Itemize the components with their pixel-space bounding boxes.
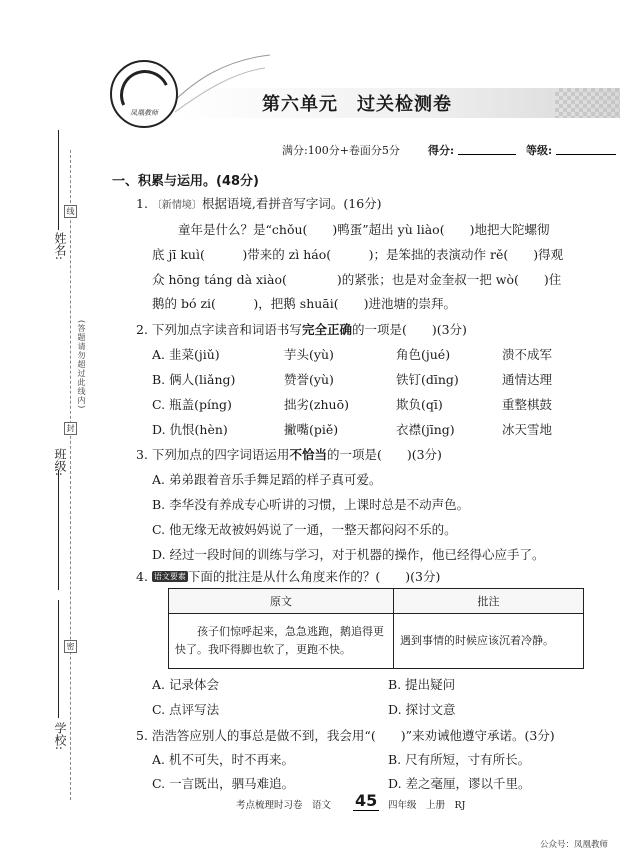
section-heading: 一、积累与运用。(48分): [112, 174, 259, 189]
q2-stem: [136, 320, 467, 338]
q2-option-d-2: 撇嘴(piě): [284, 422, 339, 437]
q2-option-a-3: 角色(jué): [396, 347, 451, 362]
q2-option-b-4: 通情达理: [502, 372, 553, 387]
seal-mark-secret: 密: [64, 640, 77, 653]
watermark: 公众号：凤凰教师: [540, 840, 609, 850]
footer-left: 考点梳理时习卷 语文: [236, 800, 332, 811]
q1-line-4: 鹅的 bó zi( )，把鹅 shuāi( )进池塘的崇拜。: [152, 296, 457, 311]
q3-text-bold: 不恰当: [289, 447, 327, 462]
q1-number: 1.: [136, 196, 148, 211]
table-cell-annotation: 遇到事情的时候应该沉着冷静。: [394, 614, 584, 669]
school-field[interactable]: [58, 600, 59, 718]
q4-number: 4.: [136, 569, 148, 584]
q4-option-b[interactable]: B. 提出疑问: [388, 677, 456, 692]
score-field[interactable]: [458, 142, 516, 155]
page-number: 45: [355, 791, 378, 810]
q2-option-b-1[interactable]: B. 俩人(liǎng): [152, 372, 236, 387]
q2-option-c-1[interactable]: C. 瓶盖(píng): [152, 397, 232, 412]
score-label: 得分:: [428, 144, 455, 157]
q2-option-b-2: 赞誉(yù): [284, 372, 334, 387]
logo-text: 凤凰教师: [130, 109, 158, 117]
q5-option-c[interactable]: C. 一言既出，驷马难追。: [152, 776, 295, 791]
q1-text: 根据语境,看拼音写字词。(16分): [201, 196, 382, 211]
q1-line-3: 众 hōng táng dà xiào( )的紧张；也是对金奎叔一把 wò( )住: [152, 272, 562, 287]
q3-text-b: 的一项是( )(3分): [326, 447, 442, 462]
q2-option-c-2: 拙劣(zhuō): [284, 397, 349, 412]
table-cell-original: 孩子们惊呼起来，急急逃跑，鹅追得更快了。我吓得脚也软了，更跑不快。: [169, 614, 394, 669]
q4-tag: 语文要素: [153, 572, 186, 581]
q5-option-d[interactable]: D. 差之毫厘，谬以千里。: [388, 776, 531, 791]
q2-option-a-1[interactable]: A. 韭菜(jiǔ): [152, 347, 220, 362]
grade-label: 等级:: [526, 144, 553, 157]
seal-mark-seal: 封: [64, 422, 77, 435]
q3-option-a[interactable]: A. 弟弟跟着音乐手舞足蹈的样子真可爱。: [152, 472, 382, 487]
q3-option-c[interactable]: C. 他无缘无故被妈妈说了一通，一整天都闷闷不乐的。: [152, 522, 457, 537]
q2-option-a-2: 芋头(yù): [284, 347, 334, 362]
footer-right: 四年级 上册 RJ: [388, 800, 466, 811]
binding-line: [70, 150, 71, 800]
class-label: 班级:: [53, 448, 67, 477]
q4-stem: [136, 567, 440, 585]
q4-option-d[interactable]: D. 探讨文意: [388, 702, 456, 717]
q2-text-a: 下列加点字读音和词语书写: [151, 322, 302, 337]
q1-line-2: 底 jī kuì( )带来的 zì háo( )；是笨拙的表演动作 rě( )得观: [152, 247, 564, 262]
q1-stem: [136, 194, 382, 212]
q5-number: 5.: [136, 728, 148, 743]
table-header-annotation: 批注: [394, 589, 584, 614]
name-field[interactable]: [58, 130, 59, 230]
checker-decoration: [555, 88, 620, 118]
q5-stem: [136, 726, 555, 744]
ribbon-decoration: [165, 50, 275, 120]
q3-number: 3.: [136, 447, 148, 462]
q4-option-a[interactable]: A. 记录体会: [152, 677, 219, 692]
full-score: 满分:100分+卷面分5分: [282, 144, 400, 157]
q1-tag: 〔新情境〕: [151, 200, 202, 211]
name-label: 姓名:: [53, 232, 67, 261]
q2-text-bold: 完全正确: [301, 322, 352, 337]
margin-note: (答题请勿超过此线内): [77, 320, 86, 410]
q2-text-b: 的一项是( )(3分): [351, 322, 467, 337]
q2-option-b-3: 铁钉(dīng): [396, 372, 459, 387]
q4-text: 下面的批注是从什么角度来作的？( )(3分): [187, 569, 441, 584]
class-field[interactable]: [58, 470, 59, 590]
q4-option-c[interactable]: C. 点评写法: [152, 702, 220, 717]
annotation-table: [168, 588, 584, 669]
q3-option-d[interactable]: D. 经过一段时间的训练与学习，对于机器的操作，他已经得心应手了。: [152, 547, 545, 562]
q2-option-c-3: 欺负(qī): [396, 397, 443, 412]
q3-text-a: 下列加点的四字词语运用: [151, 447, 290, 462]
q5-option-b[interactable]: B. 尺有所短，寸有所长。: [388, 752, 531, 767]
q1-line-1: 童年是什么？是“chǒu( )鸭蛋”超出 yù liào( )地把大陀螺彻: [178, 222, 550, 237]
q2-option-a-4: 溃不成军: [502, 347, 553, 362]
q2-number: 2.: [136, 322, 148, 337]
table-header-original: 原文: [169, 589, 394, 614]
q5-option-a[interactable]: A. 机不可失，时不再来。: [152, 752, 294, 767]
page-title: 第六单元 过关检测卷: [262, 94, 452, 115]
school-label: 学校:: [53, 722, 67, 751]
q3-option-b[interactable]: B. 李华没有养成专心听讲的习惯，上课时总是不动声色。: [152, 497, 470, 512]
q2-option-d-4: 冰天雪地: [502, 422, 553, 437]
q2-option-d-1[interactable]: D. 仇恨(hèn): [152, 422, 228, 437]
q5-text: 浩浩答应别人的事总是做不到，我会用“( )”来劝诫他遵守承诺。(3分): [151, 728, 555, 743]
logo-icon: [110, 60, 178, 128]
seal-mark-line: 线: [64, 205, 77, 218]
q3-stem: [136, 445, 442, 463]
q2-option-d-3: 衣襟(jīng): [396, 422, 455, 437]
grade-field[interactable]: [556, 142, 616, 155]
q2-option-c-4: 重整棋鼓: [502, 397, 553, 412]
